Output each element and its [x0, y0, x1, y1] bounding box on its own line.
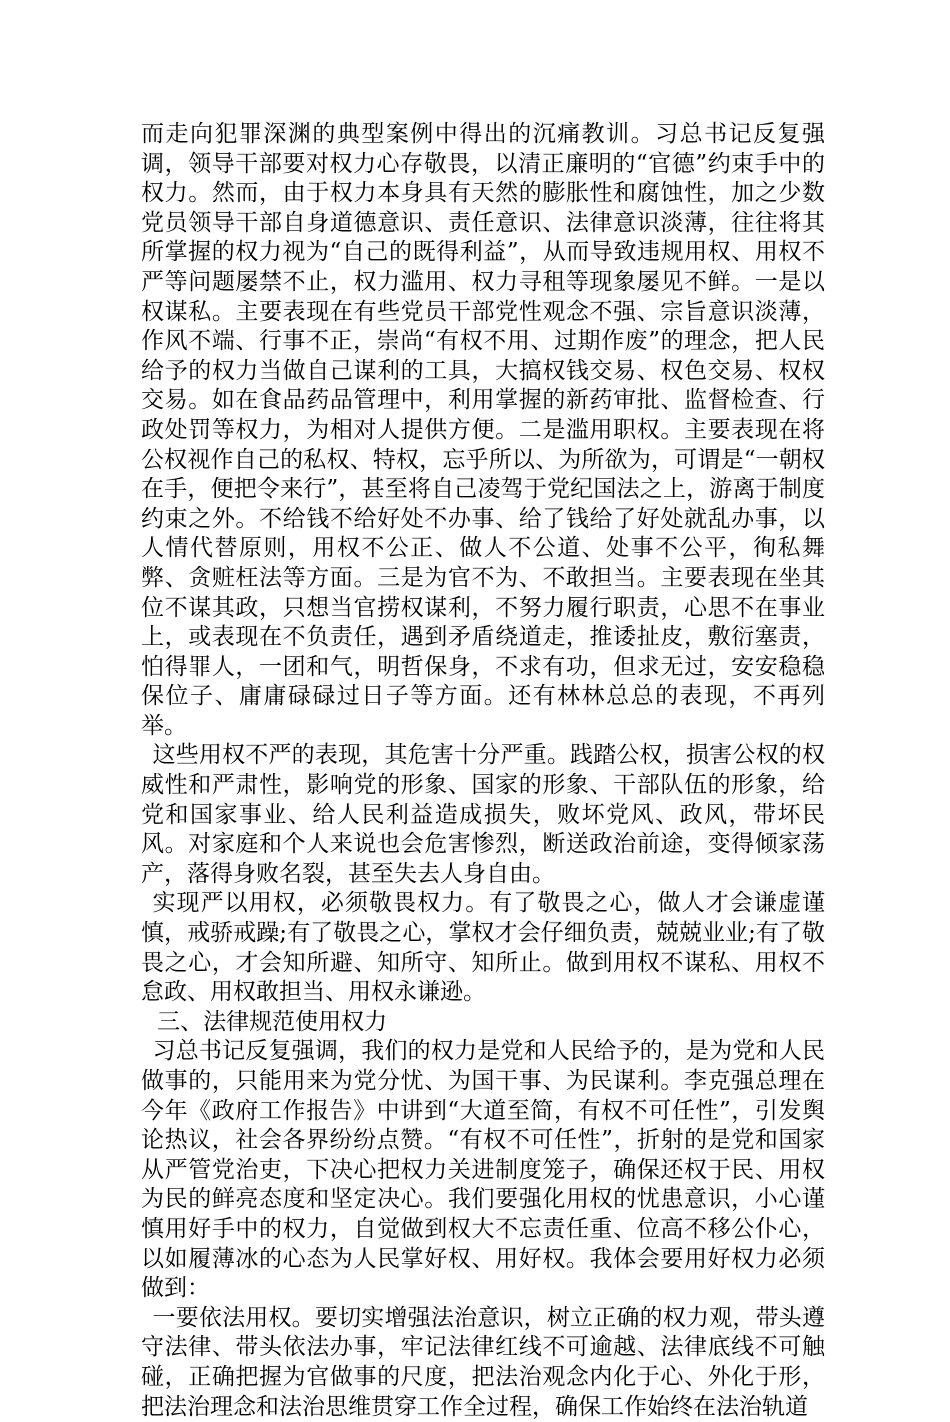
section-heading-law: 三、法律规范使用权力 — [157, 1008, 388, 1035]
paragraph-abuse-of-power: 而走向犯罪深渊的典型案例中得出的沉痛教训。习总书记反复强调，领导干部要对权力心存敬畏，以清正廉明的“官德”约束手中的权力。然而，由于权力本身具有天然的膨胀性和腐蚀性，加之少数党员领导干部自身道德意识、责任意识、法律意识淡薄，往往将其所掌握的权力视为“自己的既得利益”，从而导致违规用权、用权不严等问题屡禁不止，权力滥用、权力寻租等现象屡见不鲜。一是以权谋私。主要表现在有些党员干部党性观念不强、宗旨意识淡薄，作风不端、行事不正，崇尚“有权不用、过期作废”的理念，把人民给予的权力当做自己谋利的工具，大搞权钱交易、权色交易、权权交易。如在食品药品管理中，利用掌握的新药审批、监督检查、行政处罚等权力，为相对人提供方便。二是滥用职权。主要表现在将公权视作自己的私权、特权，忘乎所以、为所欲为，可谓是“一朝权在手，便把令来行”，甚至将自己凌驾于党纪国法之上，游离于制度约束之外。不给钱不给好处不办事、给了钱给了好处就乱办事，以人情代替原则，用权不公正、做人不公道、处事不公平，徇私舞弊、贪赃枉法等方面。三是为官不为、不敢担当。主要表现在坐其位不谋其政，只想当官捞权谋利，不努力履行职责，心思不在事业上，或表现在不负责任，遇到矛盾绕道走，推诿扯皮，敷衍塞责，怕得罪人，一团和气，明哲保身，不求有功，但求无过，安安稳稳保位子、庸庸碌碌过日子等方面。还有林林总总的表现，不再列举。 — [141, 121, 825, 739]
paragraph-use-power-for-people: 习总书记反复强调，我们的权力是党和人民给予的，是为党和人民做事的，只能用来为党分忧、为国干事、为民谋利。李克强总理在今年《政府工作报告》中讲到“大道至简，有权不可任性”，引发舆论热议，社会各界纷纷点赞。“有权不可任性”，折射的是党和国家从严管党治吏，下决心把权力关进制度笼子，确保还权于民、用权为民的鲜亮态度和坚定决心。我们要强化用权的忧患意识，小心谨慎用好手中的权力，自觉做到权大不忘责任重、位高不移公仆心，以如履薄冰的心态为人民掌好权、用好权。我体会要用好权力必须做到： — [141, 1038, 825, 1302]
document-body — [141, 120, 825, 1422]
paragraph-harm: 这些用权不严的表现，其危害十分严重。践踏公权，损害公权的权威性和严肃性，影响党的形象、国家的形象、干部队伍的形象，给党和国家事业、给人民利益造成损失，败坏党风、政风，带坏民风。对家庭和个人来说也会危害惨烈，断送政治前途，变得倾家荡产，落得身败名裂，甚至失去人身自由。 — [141, 742, 825, 887]
paragraph-respect-power: 实现严以用权，必须敬畏权力。有了敬畏之心，做人才会谦虚谨慎，戒骄戒躁;有了敬畏之心，掌权才会仔细负责，兢兢业业;有了敬畏之心，才会知所避、知所守、知所止。做到用权不谋私、用权不怠政、用权敢担当、用权永谦逊。 — [141, 890, 825, 1006]
paragraph-use-power-by-law: 一要依法用权。要切实增强法治意识，树立正确的权力观，带头遵守法律、带头依法办事，牢记法律红线不可逾越、法律底线不可触碰，正确把握为官做事的尺度，把法治观念内化于心、外化于形，把法治理念和法治思维贯穿工作全过程，确保工作始终在法治轨道 — [141, 1304, 825, 1420]
